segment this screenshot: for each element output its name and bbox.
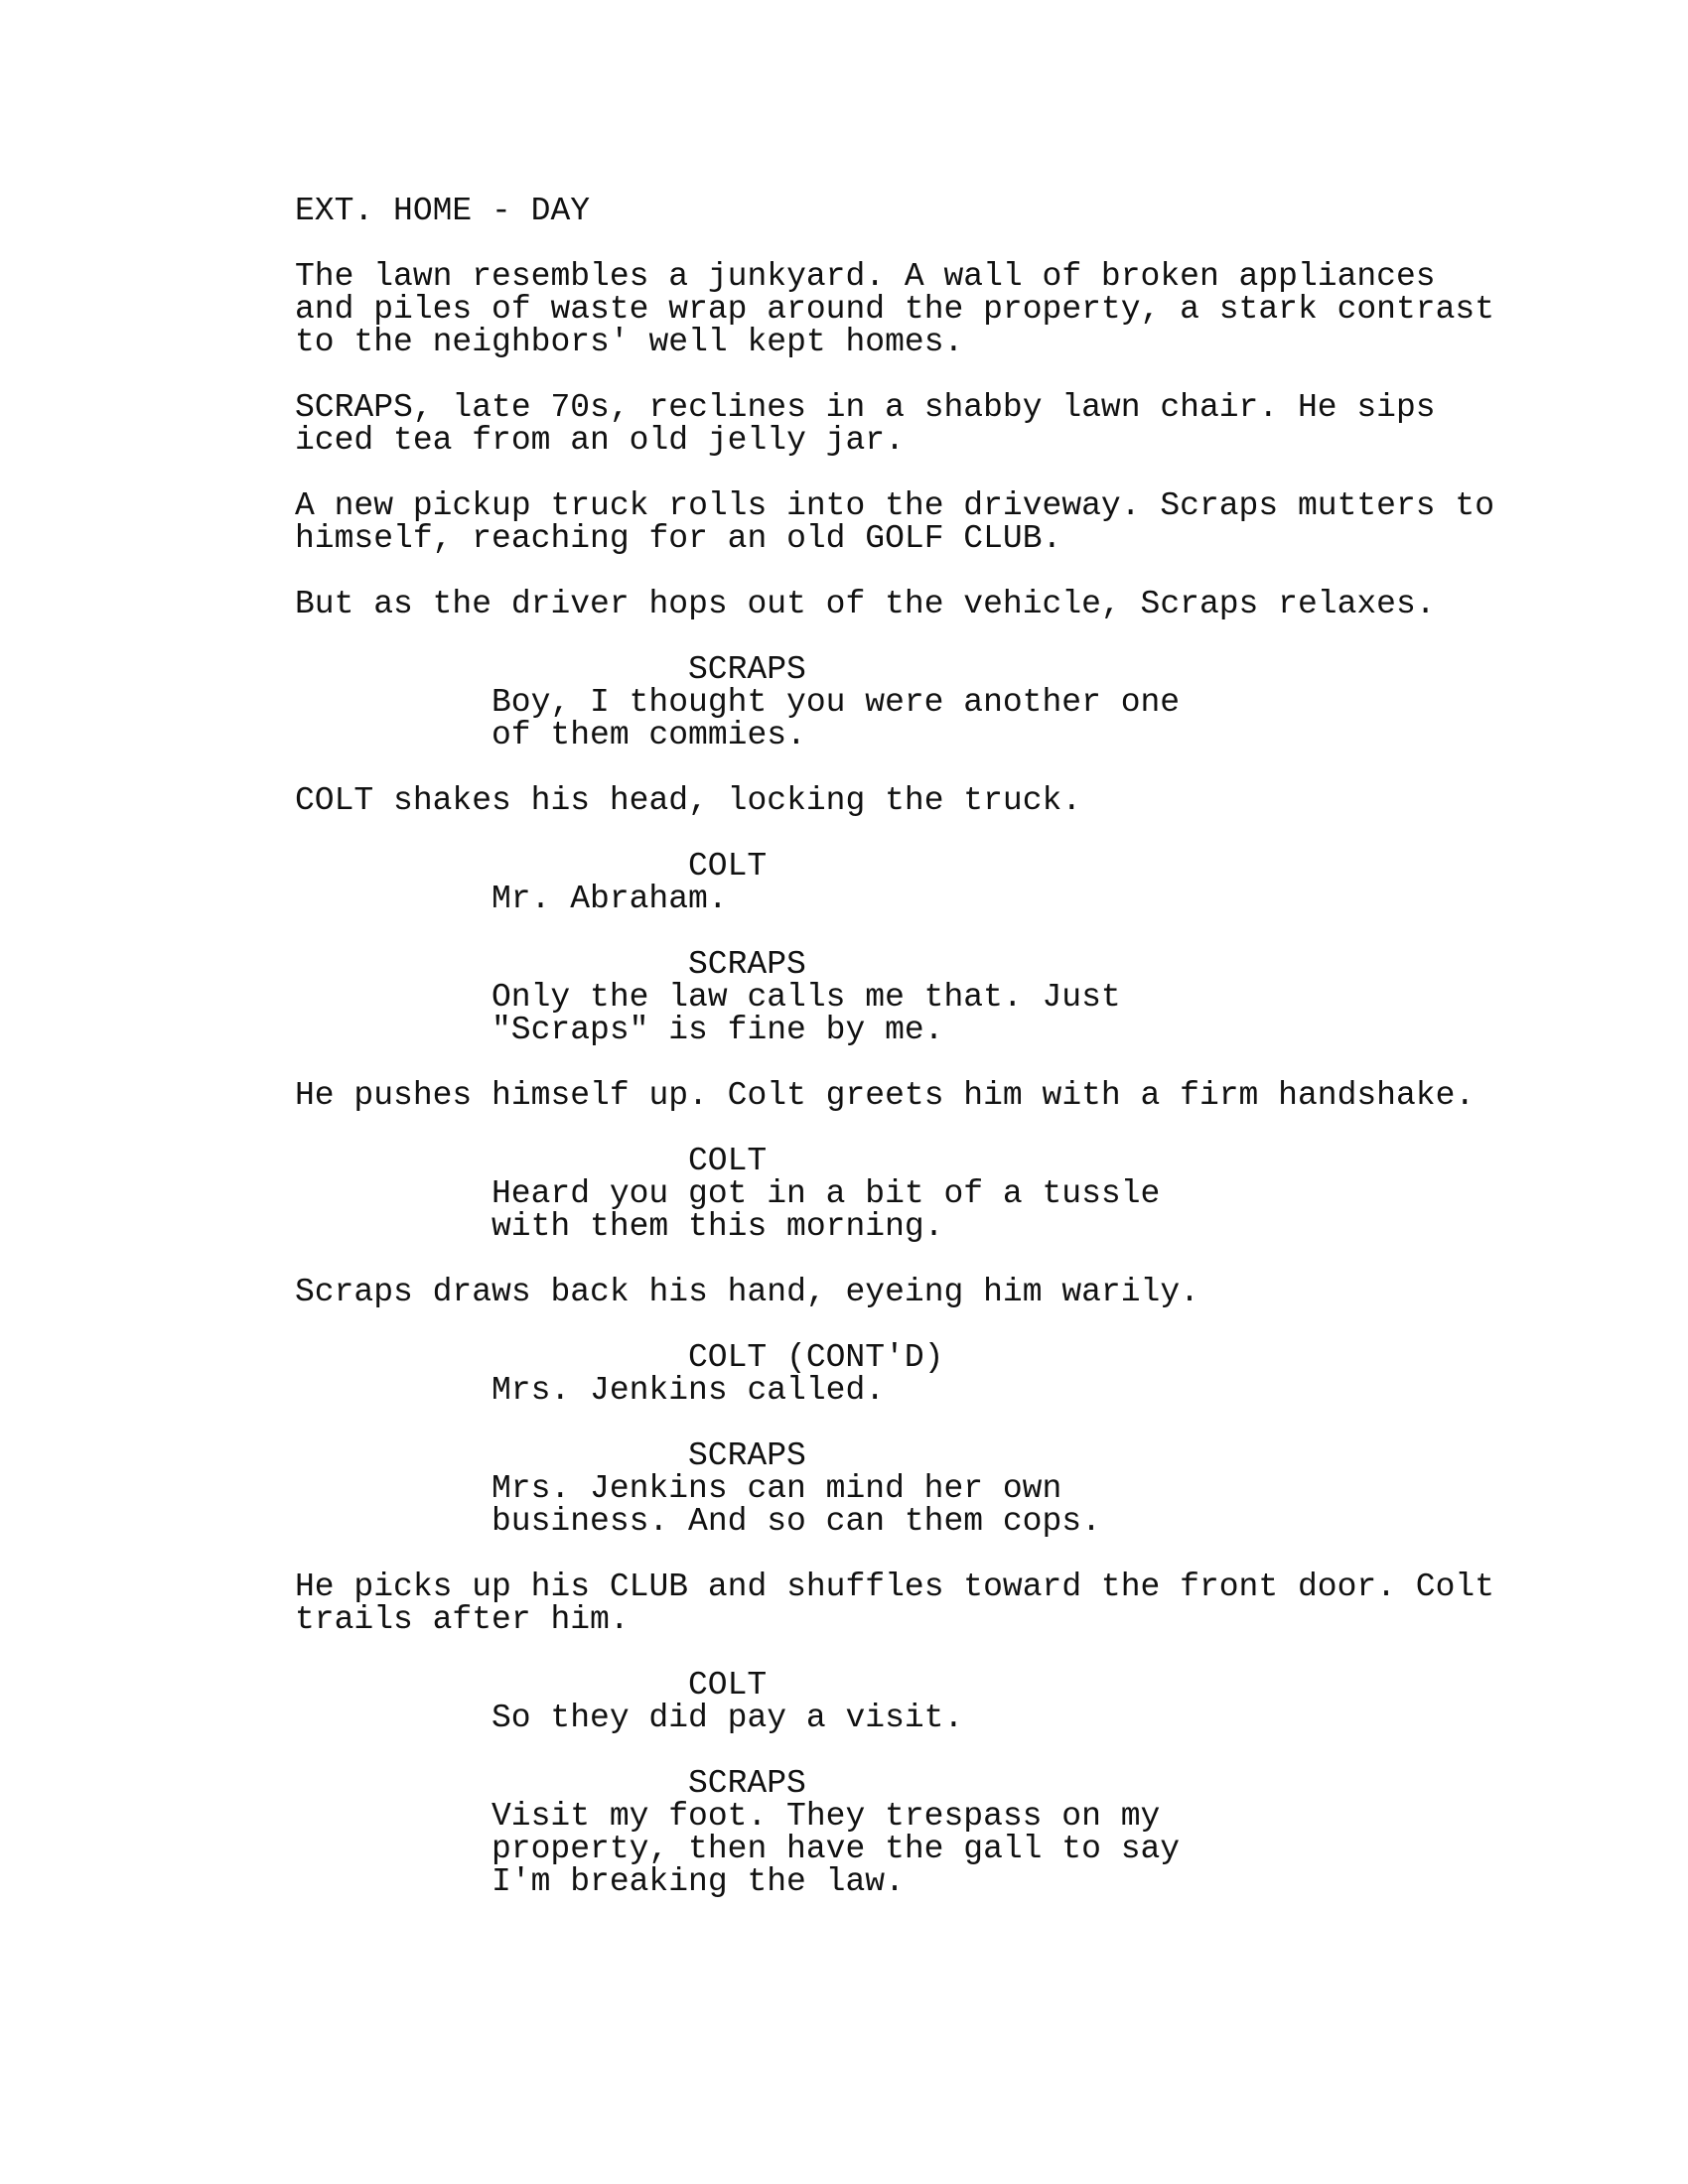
dialogue-line: Mrs. Jenkins can mind her own [492,1470,1062,1507]
action-line: iced tea from an old jelly jar. [295,422,905,459]
character-name: SCRAPS [688,1765,806,1802]
action-line: himself, reaching for an old GOLF CLUB. [295,520,1062,557]
action-line: But as the driver hops out of the vehicle, Scraps relaxes. [295,586,1436,622]
action-line: He pushes himself up. Colt greets him with a firm handshake. [295,1077,1476,1114]
dialogue-line: Mrs. Jenkins called. [492,1372,886,1409]
character-name: SCRAPS [688,651,806,688]
action-line: The lawn resembles a junkyard. A wall of broken appliances [295,258,1436,295]
dialogue-line: Visit my foot. They trespass on my [492,1798,1161,1835]
dialogue-line: property, then have the gall to say [492,1831,1181,1867]
action-line: Scraps draws back his hand, eyeing him warily. [295,1274,1199,1310]
dialogue-line: Boy, I thought you were another one [492,684,1181,721]
action-line: SCRAPS, late 70s, reclines in a shabby lawn chair. He sips [295,389,1436,426]
character-name: SCRAPS [688,1437,806,1474]
character-name: SCRAPS [688,946,806,983]
action-line: A new pickup truck rolls into the driveway. Scraps mutters to [295,487,1494,524]
dialogue-line: with them this morning. [492,1208,944,1245]
dialogue-line: Heard you got in a bit of a tussle [492,1175,1161,1212]
scene-heading: EXT. HOME - DAY [295,193,591,229]
dialogue-line: I'm breaking the law. [492,1863,905,1900]
action-line: and piles of waste wrap around the property, a stark contrast [295,291,1494,328]
character-name: COLT [688,1143,768,1179]
action-line: He picks up his CLUB and shuffles toward the front door. Colt [295,1569,1494,1605]
character-name: COLT [688,848,768,885]
dialogue-line: Only the law calls me that. Just [492,979,1121,1016]
action-line: COLT shakes his head, locking the truck. [295,782,1082,819]
action-line: to the neighbors' well kept homes. [295,324,964,360]
dialogue-line: of them commies. [492,717,806,753]
dialogue-line: So they did pay a visit. [492,1700,964,1736]
character-name: COLT [688,1667,768,1704]
dialogue-line: business. And so can them cops. [492,1503,1101,1540]
dialogue-line: Mr. Abraham. [492,881,728,917]
dialogue-line: "Scraps" is fine by me. [492,1012,944,1048]
character-name: COLT (CONT'D) [688,1339,944,1376]
action-line: trails after him. [295,1601,630,1638]
